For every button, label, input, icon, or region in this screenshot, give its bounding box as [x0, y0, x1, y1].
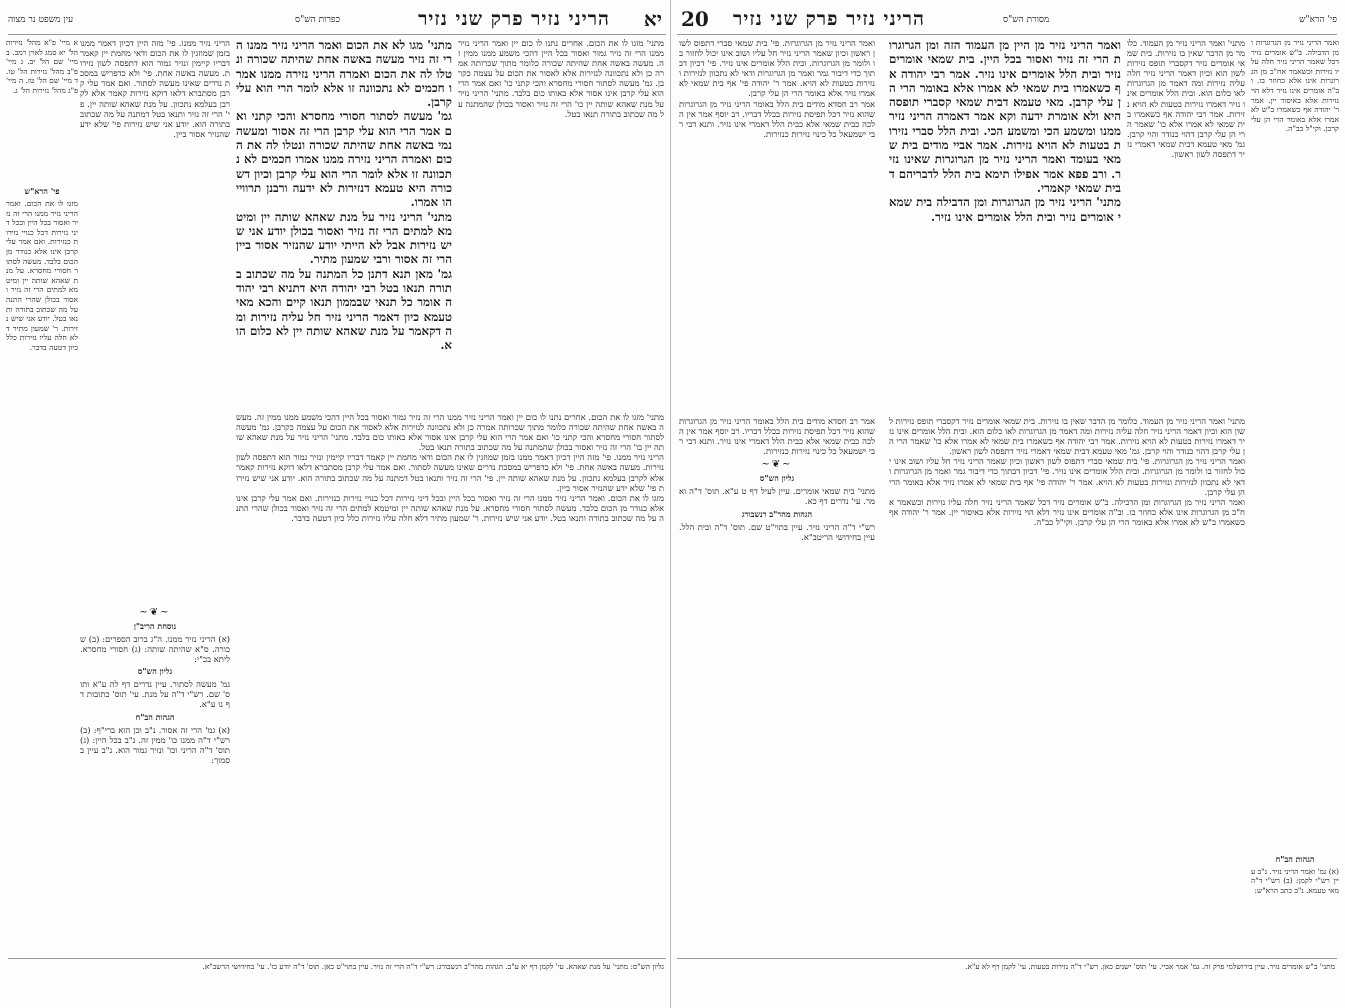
- tosafot-column: [80, 38, 230, 598]
- right-sub-header: [1003, 6, 1049, 32]
- header-rule: [8, 34, 666, 35]
- hagahot-mahar-header: הגהות מהר"ב רנשבורג: [741, 508, 813, 519]
- hagahot-mahar-text: רש"י ד"ה הריני נזיר. עיין בתוי"ט שם. תוס' ד"ה ובית הלל. עיין בחידושי הריטב"א.: [679, 521, 875, 542]
- folio-number: יא: [643, 6, 662, 31]
- footer-rule: [8, 958, 666, 959]
- gemara-column: [236, 38, 452, 406]
- rosh-header: פי' הרא"ש: [24, 186, 60, 196]
- nusach-header: נוסחת הריב"ן: [133, 621, 177, 631]
- tosafot-text: ואמר הריני נזיר מן הגרוגרות. פי' בית שמאי סברי דתפוס לשון ראשון וכיון שאמר הריני נזיר חל עליו ושוב אינו יכול לחזור בו ולומר מן הגרוגרות. ובית הלל אומרים אינו נזיר. פי' דכיון דבתוך כדי דיבור גמר ואמר מן הגרוגרות ודאי לא נתכוון לנזירות ונזירות בטעות לא הויא. אמר ר' יהודה פי' אף בית שמאי לא אמרו נזיר אלא באומר הרי הן עלי קרבן.: [679, 38, 875, 99]
- ornament: ~❦~: [139, 607, 171, 618]
- mishna-1: מתני' מגו לא את הכום ואמר הריני נזיר ממנו הרי זה נזיר מעשה באשה אחת שהיתה שכורה ונטלו לה את הכום ואמרה הריני נזירה ממנו אמרו חכמים לא נתכוונה זו אלא לומר הרי הוא עלי קרבן.: [236, 38, 452, 110]
- lower-commentary: [236, 412, 664, 952]
- gemara-side: אמר רב חסדא מודים בית הלל באומר הריני נזיר מן הגרוגרות שהוא נזיר דכל תפיסת נזירות בכלל דבריו. רב יוסף אמר אין הלכה כבית שמאי אלא כבית הלל דאמרי אינו נזיר. ותנא דבי רבי ישמעאל כל כינוי נזירות כנזירות.: [679, 98, 875, 139]
- right-marginal-header: [1299, 6, 1337, 32]
- ornament: ~❦~: [761, 459, 793, 471]
- rosh-column: [6, 184, 78, 964]
- lower-rosh-text: ואמר הריני נזיר מן הגרוגרות ומן הדבילה. ב"ש אומרים נזיר דכל שאמר הריני נזיר חלה עליו נזירות וכשאמר אח"כ מן הגרוגרות אינו אלא כחוזר בו. וב"ה אומרים אינו נזיר דלא הוי נזירות אלא באיסור יין. אמר ר' יהודה אף כשאמרו ב"ש לא אמרו אלא באומר הרי הן עלי קרבן. וקי"ל כב"ה.: [889, 496, 1245, 527]
- tosafot-text: הריני נזיר ממנו. פי' מזה היין דכיון דאמר ממנו בזמן שמוזגין לו את הכום ודאי מחמת יין קאמר דבריו קיימין ונזיר גמור הוא דתפסה לשון נזירות. מעשה באשה אחת. פי' ולא כדפריש במסכת נדרים שאינו מעשה לסתור. ואם אמר עלי קרבן מסתברא דלאו דוקא נזירות קאמר אלא לקרבן בעלמא נתכוון. על מנת שאהא שותה יין. פי' הרי זה נזיר ותנאו בטל דמתנה על מה שכתוב בתורה הוא. יודע אני שיש נזירות פי' שלא ידע שהנזיר אסור ביין.: [80, 38, 230, 139]
- lower-tosafot-text: הריני נזיר ממנו. פי' מזה היין דכיון דאמר ממנו בזמן שמוזגין לו את הכום ודאי מחמת יין קאמר דבריו קיימין ונזיר גמור הוא דתפסה לשון נזירות. מעשה באשה אחת. פי' ולא כדפריש במסכת נדרים שאינו מעשה לסתור. ואם אמר עלי קרבן מסתברא דלאו דוקא נזירות קאמר אלא לקרבן בעלמא נתכוון. על מנת שאהא שותה יין. פי' הרי זה נזיר ותנאו בטל דמתנה על מה שכתוב בתורה הוא. יודע אני שיש נזירות פי' שלא ידע שהנזיר אסור ביין.: [236, 452, 664, 493]
- left-page: [0, 0, 671, 1008]
- gemara-1: גמ' מעשה לסתור חסורי מחסרא והכי קתני ואם אמר הרי הוא עלי קרבן הרי זה אסור ומעשה נמי באשה אחת שהיתה שכורה ונטלו לה את הכום ואמרה הריני נזירה ממנו אמרו חכמים לא נתכוונה זו אלא לומר הרי הוא עלי קרבן וכיון דשכורה היא טעמא דנזירות לא ידעה ורבנן תרווייהו אמרו.: [236, 109, 452, 210]
- rosh-text: מזגו לו את הכום. ואמר הריני נזיר ממנו הרי זה נזיר ואסור בכל היין ובכל דיני נזירות דכל כנויי נזירות כנזירות. ואם אמר עלי קרבן אינו אלא כנודר מן הכום בלבד. מעשה לסתור חסורי מחסרא. על מנת שאהא שותה יין ומיטמא למתים הרי זה נזיר ואסור בכולן שהרי התנה על מה שכתוב בתורה ותנאו בטל. יודע אני שיש נזירות. ר' שמעון מתיר דלא חלה עליו נזירות כלל כיון דטעה בדבר.: [6, 199, 78, 352]
- lower-commentary: [889, 416, 1245, 952]
- hagahot-text: (א) גמ' הרי זה אסור. נ"ב וכן הוא ברי"ף: (ב) רש"י ד"ה ממנו כו' ממין זה. נ"ב בכל היין: (ג) תוס' ד"ה הריני וכו' ונזיר גמור הוא. נ"ב עיין בסמוך:: [80, 724, 230, 765]
- side-gemara-text: אמר רב חסדא מודים בית הלל באומר הריני נזיר מן הגרוגרות שהוא נזיר דכל תפיסת נזירות בכלל דבריו. רב יוסף אמר אין הלכה כבית שמאי אלא כבית הלל דאמרי אינו נזיר. ותנא דבי רבי ישמעאל כל כינוי נזירות כנזירות.: [679, 416, 875, 457]
- lower-rosh-text: מזגו לו את הכום. ואמר הריני נזיר ממנו הרי זה נזיר ואסור בכל היין ובכל דיני נזירות דכל כנויי נזירות כנזירות. ואם אמר עלי קרבן אינו אלא כנודר מן הכום בלבד. מעשה לסתור חסורי מחסרא. על מנת שאהא שותה יין ומיטמא למתים הרי זה נזיר ואסור בכולן שהרי התנה על מה שכתוב בתורה ותנאו בטל. יודע אני שיש נזירות. ר' שמעון מתיר דלא חלה עליו נזירות כלל כיון דטעה בדבר.: [236, 492, 664, 523]
- side-notes: [80, 604, 230, 954]
- gilyon-header: גליון הש"ס: [759, 473, 795, 484]
- right-page: [673, 0, 1345, 1008]
- sub-header: מסורת הש"ס: [1003, 14, 1050, 25]
- rashi-column: [458, 38, 664, 406]
- hagahot-header: הגהות הב"ח: [135, 711, 175, 722]
- left-marginal-header: [8, 6, 73, 32]
- side-notes: [679, 416, 875, 952]
- bottom-notes-text: גליון הש"ס: מתני' על מנת שאהא. עי' לקמן דף יא ע"ב. הגהות מהר"ב רנשבורג: רש"י ד"ה הרי זה נזיר. עיין בתוי"ט כאן. תוס' ד"ה יודע כו'. עי' בחידושי הרשב"א.: [202, 962, 664, 971]
- bottom-notes: [8, 962, 664, 1004]
- gilyon-text: מתני' בית שמאי אומרים. עיין לעיל דף ט ע"א. תוס' ד"ה ואמר. עי' נדרים דף כא.: [679, 486, 875, 507]
- left-running-header: [418, 6, 610, 32]
- running-title: הריני נזיר פרק שני נזיר: [418, 7, 610, 30]
- ein-mishpat-column: [6, 38, 78, 178]
- mishna-2: מתני' הריני נזיר על מנת שאהא שותה יין ומיטמא למתים הרי זה נזיר ואסור בכולן יודע אני שיש נזירות אבל לא הייתי יודע שהנזיר אסור ביין הרי זה אסור ורבי שמעון מתיר.: [236, 209, 452, 267]
- gilyon-header: גליון הש"ס: [137, 666, 173, 677]
- rashi-text: מתני' ואמר הריני נזיר מן העמוד. כלומר מן הדבר שאין בו נזירות. בית שמאי אומרים נזיר דקסברי תופס נזירות לשון הוא וכיון דאמר הריני נזיר חלה עליה נזירות ומה דאמר מן הגרוגרות לאו כלום הוא. ובית הלל אומרים אינו נזיר דאמרו נזירות בטעות לא הויא נזירות. אמר רבי יהודה אף כשאמרו בית שמאי לא אמרו אלא כו' שאמר הרי הן עלי קרבן דהוי כנודר והוי קרבן. גמ' מאי טעמא דבית שמאי דאמרי נזיר דתפסה לשון ראשון.: [1127, 38, 1245, 160]
- gilyon-text: גמ' מעשה לסתור. עיין נדרים דף לה ע"א ותוס' שם. רש"י ד"ה על מנת. עי' תוס' כתובות דף נו ע"א.: [80, 679, 230, 710]
- lower-tosafot-text: ואמר הריני נזיר מן הגרוגרות. פי' בית שמאי סברי דתפוס לשון ראשון וכיון שאמר הריני נזיר חל עליו ושוב אינו יכול לחזור בו ולומר מן הגרוגרות. ובית הלל אומרים אינו נזיר. פי' דכיון דבתוך כדי דיבור גמר ואמר מן הגרוגרות ודאי לא נתכוון לנזירות ונזירות בטעות לא הויא. אמר ר' יהודה פי' אף בית שמאי לא אמרו נזיר אלא באומר הרי הן עלי קרבן.: [889, 456, 1245, 497]
- footer-rule: [677, 958, 1337, 959]
- gemara-2: גמ' מאן תנא דתנן כל המתנה על מה שכתוב בתורה תנאו בטל רבי יהודה היא דתניא רבי יהודה אומר כל תנאי שבממון תנאו קיים והכא מאי טעמא כיון דאמר הריני נזיר חל עליה נזירות ומה דקאמר על מנת שאהא שותה יין לא כלום הוא.: [236, 266, 452, 353]
- mishna-end: מתני' הריני נזיר מן הגרוגרות ומן הדבילה בית שמאי אומרים נזיר ובית הלל אומרים אינו נזיר.: [889, 195, 1121, 224]
- hagahot-column: [1251, 852, 1339, 952]
- rosh-column: [1251, 38, 1339, 848]
- hagahot-text: (א) גמ' ואמר הריני נזיר. נ"ב עיין רש"י לקמן: (ב) רש"י ד"ה מאי טעמא. נ"ב כתב הרא"ש:: [1251, 867, 1339, 895]
- bottom-notes: [679, 962, 1335, 1004]
- right-running-header: [733, 6, 925, 32]
- tosafot-column: [679, 38, 875, 410]
- lower-rashi-text: מתני' מזגו לו את הכום. אחרים נתנו לו כום יין ואמר הריני נזיר ממנו הרי זה נזיר גמור ואסור בכל היין דהכי משמע ממנו ממין זה. מעשה באשה אחת שהיתה שכורה כלומר מתוך שכרותה אמרה כן ולא נתכוונה לנזירות אלא לאסור את הכום על עצמה כקרבן. גמ' מעשה לסתור חסורי מחסרא והכי קתני כו' ואם אמר הרי הוא עלי קרבן אינו אסור אלא באותו כום בלבד. מתני' הריני נזיר על מנת שאהא שותה יין כו' הרי זה נזיר ואסור בכולן שהמתנה על מה שכתוב בתורה תנאו בטל.: [236, 412, 664, 453]
- rosh-text: ואמר הריני נזיר מן הגרוגרות ומן הדבילה. ב"ש אומרים נזיר דכל שאמר הריני נזיר חלה עליו נזירות וכשאמר אח"כ מן הגרוגרות אינו אלא כחוזר בו. וב"ה אומרים אינו נזיר דלא הוי נזירות אלא באיסור יין. אמר ר' יהודה אף כשאמרו ב"ש לא אמרו אלא באומר הרי הן עלי קרבן. וקי"ל כב"ה.: [1251, 38, 1339, 134]
- gemara-column: [889, 38, 1121, 410]
- running-title: הריני נזיר פרק שני נזיר: [733, 7, 925, 30]
- header-rule: [677, 34, 1337, 35]
- hagahot-header: הגהות הב"ח: [1275, 854, 1315, 864]
- lower-rashi-text: מתני' ואמר הריני נזיר מן העמוד. כלומר מן הדבר שאין בו נזירות. בית שמאי אומרים נזיר דקסברי תופס נזירות לשון הוא וכיון דאמר הריני נזיר חלה עליה נזירות ומה דאמר מן הגרוגרות לאו כלום הוא. ובית הלל אומרים אינו נזיר דאמרו נזירות בטעות לא הויא נזירות. אמר רבי יהודה אף כשאמרו בית שמאי לא אמרו אלא כו' שאמר הרי הן עלי קרבן דהוי כנודר והוי קרבן. גמ' מאי טעמא דבית שמאי דאמרי נזיר דתפסה לשון ראשון.: [889, 416, 1245, 457]
- rosh-header: פי' הרא"ש: [1299, 14, 1337, 25]
- sub-header: כפרות הש"ס: [295, 14, 340, 25]
- ein-mishpat-text: א מיי' פ"א מהל' נזירות הל' יא סמג לאוין רמב. ב מיי' שם הל' יב. ג מיי' פ"ב מהל' נזירות הל' טו. ד מיי' שם הל' טז. ה מיי' פ"ג מהל' נזירות הל' ג.: [6, 38, 78, 95]
- right-folio: [681, 6, 709, 32]
- left-folio: [644, 6, 662, 32]
- nusach-text: (א) הריני נזיר ממנו. ה"ג ברוב הספרים: (ב) שכורה. ס"א שהיתה שותה: (ג) חסורי מחסרא. ליתא בכ"י:: [80, 634, 230, 665]
- bottom-notes-text: מתני' ב"ש אומרים נזיר. עיין בירושלמי פרק זה. גמ' אמר אביי. עי' תוס' ישנים כאן. רש"י ד"ה נזירות בטעות. עי' לקמן דף לא ע"א.: [965, 962, 1335, 971]
- gemara-main: ואמר הריני נזיר מן היין מן העמוד הזה ומן הגרוגרות הרי זה נזיר ואסור בכל היין. בית שמאי אומרים נזיר ובית הלל אומרים אינו נזיר. אמר רבי יהודה אף כשאמרו בית שמאי לא אמרו אלא באומר הרי הן עלי קרבן. מאי טעמא דבית שמאי קסברי תופסה היא ולא אומרת ידעה וקא אמר דאמרה הריני נזיר ממנו ומשמע הכי ומשמע הכי. ובית הלל סברי נזירות בטעות לא הויא נזירות. אמר אביי מודים בית שמאי בעומד ואמר הריני נזיר מן הגרוגרות שאינו נזיר. ורב פפא אמר אפילו תימא בית הלל לדבריהם דבית שמאי קאמרי.: [889, 38, 1121, 195]
- ein-mishpat-header: עין משפט נר מצוה: [8, 14, 74, 25]
- rashi-column: [1127, 38, 1245, 410]
- left-sub-header: [295, 6, 340, 32]
- folio-number: 20: [681, 7, 709, 31]
- rashi-text: מתני' מזגו לו את הכום. אחרים נתנו לו כום יין ואמר הריני נזיר ממנו הרי זה נזיר גמור ואסור בכל היין דהכי משמע ממנו ממין זה. מעשה באשה אחת שהיתה שכורה כלומר מתוך שכרותה אמרה כן ולא נתכוונה לנזירות אלא לאסור את הכום על עצמה כקרבן. גמ' מעשה לסתור חסורי מחסרא והכי קתני כו' ואם אמר הרי הוא עלי קרבן אינו אסור אלא באותו כום בלבד. מתני' הריני נזיר על מנת שאהא שותה יין כו' הרי זה נזיר ואסור בכולן שהמתנה על מה שכתוב בתורה תנאו בטל.: [458, 38, 664, 119]
